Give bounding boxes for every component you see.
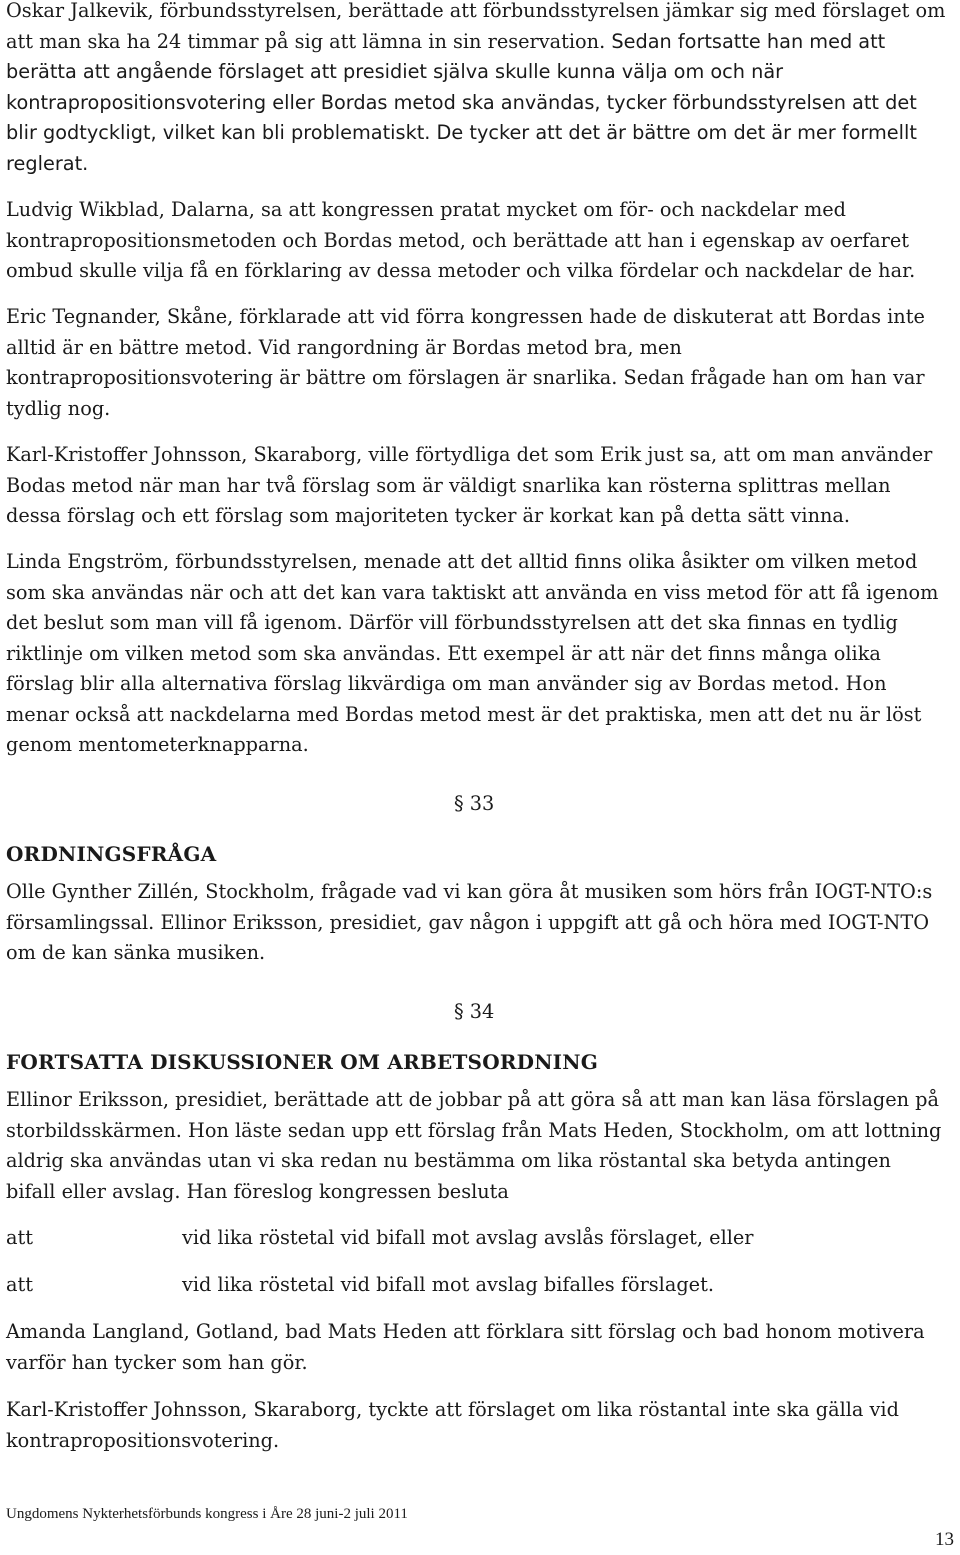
section-number-34: § 34 [454, 1000, 495, 1023]
paragraph-oskar-part2: Sedan fortsatte han med att berätta att angående förslaget att presidiet själva skulle kunna välja om och när kontrapropositionsvotering eller Bordas metod ska användas, tycker förbundsstyrelsen att det blir godtyckligt, vilket kan bli problematiskt. De tycker att det är bättre om det är mer formellt reglerat. [6, 29, 917, 175]
paragraph-karl-kristoffer-johnsson: Karl-Kristoffer Johnsson, Skaraborg, ville förtydliga det som Erik just sa, att om man använder Bodas metod när man har två förslag som är väldigt snarlika kan rösterna splittras mellan dessa förslag och ett förslag som majoriteten tycker är korkat kan på detta sätt vinna. [6, 443, 933, 527]
section-heading-ordningsfraga: ORDNINGSFRÅGA [6, 842, 217, 866]
page-footer: Ungdomens Nykterhetsförbunds kongress i Åre 28 juni-2 juli 2011 [6, 1506, 408, 1522]
att-clause-text: vid lika röstetal vid bifall mot avslag bifalles förslaget. [182, 1273, 714, 1296]
page-number: 13 [935, 1529, 954, 1550]
att-word: att [6, 1273, 33, 1296]
paragraph-eric-tegnander: Eric Tegnander, Skåne, förklarade att vid förra kongressen hade de diskuterat att Bordas inte alltid är en bättre metod. Vid rangordning är Bordas metod bra, men kontrapropositionsvotering är bättre om förslagen är snarlika. Sedan frågade han om han var tydlig nog. [6, 305, 925, 420]
paragraph-olle-gynther-zillen: Olle Gynther Zillén, Stockholm, frågade vad vi kan göra åt musiken som hörs från IOGT-NTO:s församlingssal. Ellinor Eriksson, presidiet, gav någon i uppgift att gå och höra med IOGT-NTO om de kan sänka musiken. [6, 880, 933, 964]
att-clause-text: vid lika röstetal vid bifall mot avslag avslås förslaget, eller [182, 1226, 754, 1249]
paragraph-amanda-langland: Amanda Langland, Gotland, bad Mats Heden att förklara sitt förslag och bad honom motivera varför han tycker som han gör. [6, 1320, 925, 1374]
paragraph-oskar-part1: Oskar Jalkevik, förbundsstyrelsen, berättade att förbundsstyrelsen jämkar sig med förslaget om att man ska ha 24 timmar på sig att lämna in sin reservation. [6, 0, 946, 53]
paragraph-oskar-jalkevik [6, 0, 946, 179]
section-number-33: § 33 [454, 792, 495, 815]
paragraph-linda-engstrom: Linda Engström, förbundsstyrelsen, menade att det alltid finns olika åsikter om vilken metod som ska användas när och att det kan vara taktiskt att använda en viss metod för att få igenom det beslut som man vill få igenom. Därför vill förbundsstyrelsen att det ska finnas en tydlig riktlinje om vilken metod som ska användas. Ett exempel är att när det finns många olika förslag blir alla alternativa förslag likvärdiga om man använder sig av Bordas metod. Hon menar också att nackdelarna med Bordas metod mest är det praktiska, men att det nu är löst genom mentometerknapparna. [6, 550, 939, 756]
paragraph-karl-kristoffer-johnsson-2: Karl-Kristoffer Johnsson, Skaraborg, tyckte att förslaget om lika röstantal inte ska gälla vid kontrapropositionsvotering. [6, 1398, 899, 1452]
paragraph-ellinor-eriksson: Ellinor Eriksson, presidiet, berättade att de jobbar på att göra så att man kan läsa förslagen på storbildsskärmen. Hon läste sedan upp ett förslag från Mats Heden, Stockholm, om att lottning aldrig ska användas utan vi ska redan nu bestämma om lika röstantal ska betyda antingen bifall eller avslag. Han föreslog kongressen besluta [6, 1088, 942, 1203]
paragraph-ludvig-wikblad: Ludvig Wikblad, Dalarna, sa att kongressen pratat mycket om för- och nackdelar med kontrapropositionsmetoden och Bordas metod, och berättade att han i egenskap av oerfaret ombud skulle vilja få en förklaring av dessa metoder och vilka fördelar och nackdelar de har. [6, 198, 916, 282]
att-word: att [6, 1226, 33, 1249]
section-heading-fortsatta-diskussioner: FORTSATTA DISKUSSIONER OM ARBETSORDNING [6, 1050, 598, 1074]
